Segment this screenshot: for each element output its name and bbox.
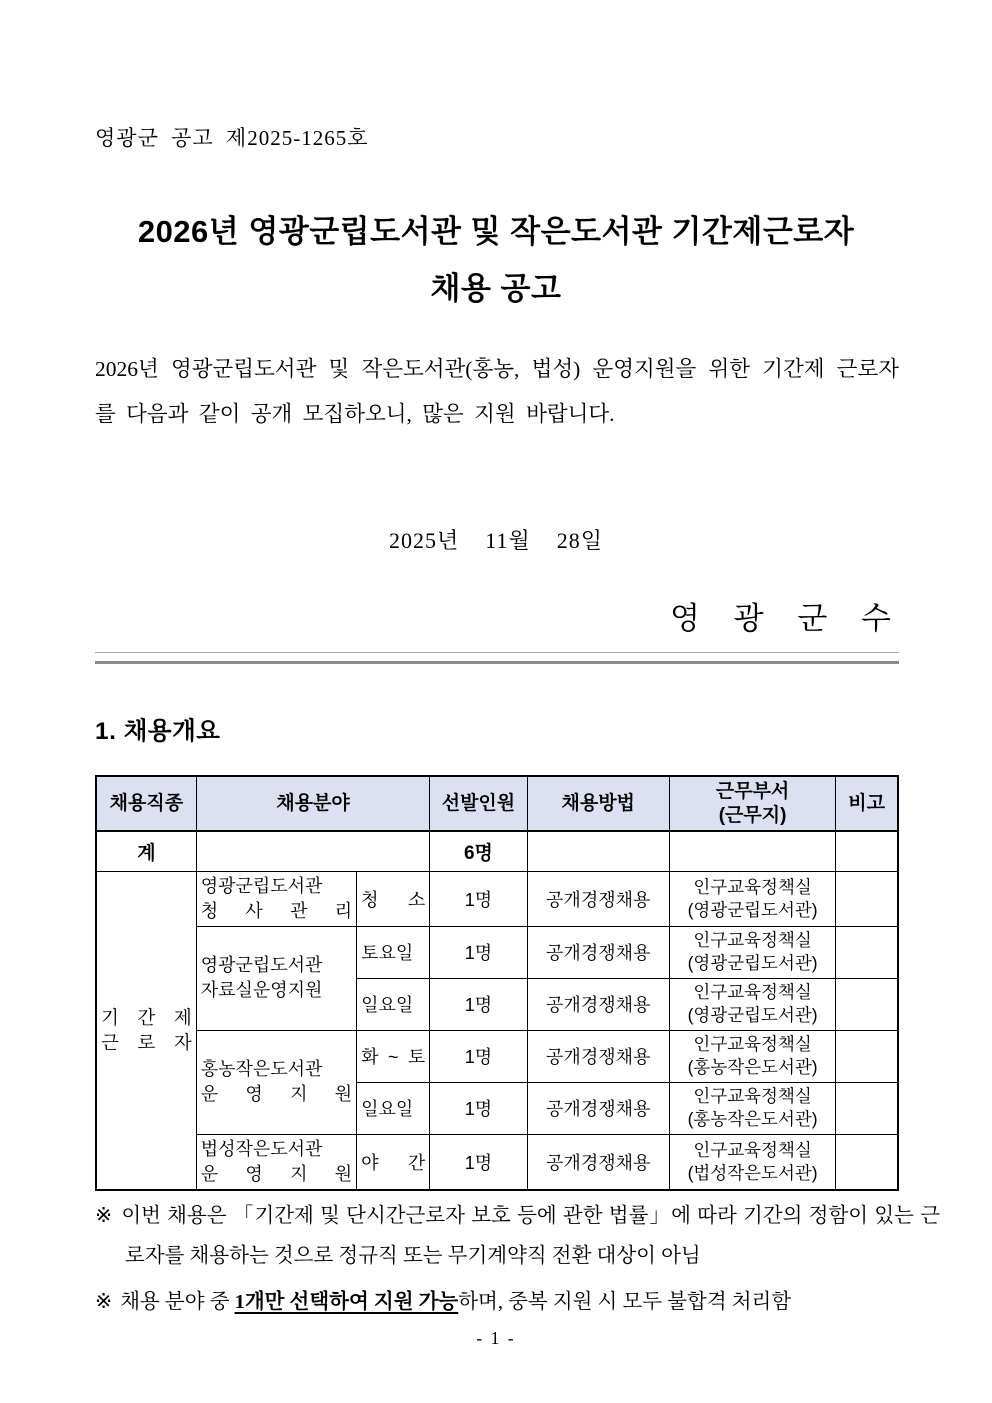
cell-field	[196, 1134, 356, 1190]
intro-paragraph: 2026년 영광군립도서관 및 작은도서관(홍농, 법성) 운영지원을 위한 기간제 근로자를 다음과 같이 공개 모집하오니, 많은 지원 바랍니다.	[95, 357, 899, 426]
cell-total-field	[196, 831, 430, 871]
dept-line1: 인구교육정책실	[693, 876, 812, 897]
cell-field	[196, 926, 356, 1030]
cell-note	[836, 871, 898, 926]
field-line2: 자료실운영지원	[200, 980, 323, 1000]
footnote-1	[95, 1196, 940, 1276]
cell-quota: 1명	[430, 1030, 527, 1082]
field-line2: 운 영 지 원	[200, 1163, 353, 1184]
cell-detail: 화 ~ 토	[357, 1030, 430, 1082]
cell-total-label: 계	[96, 831, 196, 871]
table-row	[96, 1030, 898, 1082]
header-note: 비고	[836, 776, 898, 831]
page-number: - 1 -	[476, 1328, 516, 1348]
cell-method: 공개경쟁채용	[527, 1134, 669, 1190]
cell-dept	[669, 1082, 835, 1134]
cell-dept	[669, 978, 835, 1030]
cell-method: 공개경쟁채용	[527, 871, 669, 926]
dept-line1: 인구교육정책실	[693, 1139, 812, 1160]
recruitment-table	[95, 775, 899, 1191]
field-line1: 영광군립도서관	[200, 875, 323, 896]
job-type-line1: 기 간 제	[101, 1007, 192, 1028]
cell-note	[836, 926, 898, 978]
cell-total-quota: 6명	[430, 831, 527, 871]
signature-county-mayor: 영 광 군 수	[669, 601, 904, 636]
cell-detail: 청 소	[357, 871, 430, 926]
cell-note	[836, 1134, 898, 1190]
cell-detail: 야 간	[357, 1134, 430, 1190]
header-dept	[669, 776, 835, 831]
cell-quota: 1명	[430, 1082, 527, 1134]
footnote-marker: ※	[95, 1291, 113, 1313]
field-line1: 홍농작은도서관	[200, 1059, 323, 1079]
cell-method: 공개경쟁채용	[527, 978, 669, 1030]
cell-method: 공개경쟁채용	[527, 926, 669, 978]
cell-total-dept	[669, 831, 835, 871]
cell-detail: 일요일	[357, 1082, 430, 1134]
field-line1: 법성작은도서관	[200, 1138, 323, 1159]
field-line2: 청 사 관 리	[200, 900, 353, 921]
dept-line1: 인구교육정책실	[693, 982, 812, 1002]
cell-dept	[669, 1134, 835, 1190]
table-row	[96, 926, 898, 978]
cell-total-note	[836, 831, 898, 871]
table-row	[96, 1134, 898, 1190]
job-type-line2: 근 로 자	[101, 1032, 192, 1053]
cell-method: 공개경쟁채용	[527, 1030, 669, 1082]
cell-detail: 일요일	[357, 978, 430, 1030]
announcement-date: 2025년 11월 28일	[389, 528, 603, 553]
cell-dept	[669, 1030, 835, 1082]
cell-field	[196, 1030, 356, 1134]
cell-note	[836, 1030, 898, 1082]
title-line1: 2026년 영광군립도서관 및 작은도서관 기간제근로자	[137, 214, 855, 249]
divider-line	[95, 652, 899, 664]
table-total-row	[96, 831, 898, 871]
footnote-2-emphasis: 1개만 선택하여 지원 가능	[234, 1291, 459, 1313]
cell-quota: 1명	[430, 1134, 527, 1190]
dept-line1: 인구교육정책실	[693, 1034, 812, 1054]
cell-dept	[669, 871, 835, 926]
dept-line2: (영광군립도서관)	[687, 899, 818, 920]
doc-number: 영광군 공고 제2025-1265호	[95, 126, 369, 150]
dept-line2: (영광군립도서관)	[687, 953, 818, 973]
dept-line1: 인구교육정책실	[693, 930, 812, 950]
dept-line2: (영광군립도서관)	[687, 1005, 818, 1025]
footnote-marker: ※	[95, 1205, 114, 1227]
field-line2: 운 영 지 원	[200, 1084, 353, 1104]
section-heading-recruit-overview: 1. 채용개요	[95, 718, 221, 745]
cell-total-method	[527, 831, 669, 871]
table-row	[96, 871, 898, 926]
cell-quota: 1명	[430, 926, 527, 978]
header-job-type: 채용직종	[96, 776, 196, 831]
dept-line2: (법성작은도서관)	[687, 1162, 818, 1183]
header-dept-line2: (근무지)	[718, 804, 787, 826]
cell-field	[196, 871, 356, 926]
footnote-2	[95, 1282, 940, 1322]
cell-dept	[669, 926, 835, 978]
footnote-2-prefix: 채용 분야 중	[120, 1291, 235, 1313]
title-line2: 채용 공고	[430, 271, 562, 306]
cell-quota: 1명	[430, 871, 527, 926]
field-line1: 영광군립도서관	[200, 955, 323, 975]
cell-job-type-group	[96, 871, 196, 1190]
header-field: 채용분야	[196, 776, 430, 831]
cell-note	[836, 978, 898, 1030]
dept-line1: 인구교육정책실	[693, 1086, 812, 1106]
cell-method: 공개경쟁채용	[527, 1082, 669, 1134]
dept-line2: (홍농작은도서관)	[687, 1057, 818, 1077]
header-method: 채용방법	[527, 776, 669, 831]
cell-note	[836, 1082, 898, 1134]
cell-detail: 토요일	[357, 926, 430, 978]
header-dept-line1: 근무부서	[715, 780, 790, 802]
header-quota: 선발인원	[430, 776, 527, 831]
table-header-row	[96, 776, 898, 831]
dept-line2: (홍농작은도서관)	[687, 1109, 818, 1129]
footnote-1-text: 이번 채용은 「기간제 및 단시간근로자 보호 등에 관한 법률」에 따라 기간의 정함이 있는 근로자를 채용하는 것으로 정규직 또는 무기계약직 전환 대상이 아님	[121, 1205, 940, 1267]
cell-quota: 1명	[430, 978, 527, 1030]
page-title	[0, 203, 992, 317]
footnote-2-suffix: 하며, 중복 지원 시 모두 불합격 처리함	[458, 1291, 792, 1313]
